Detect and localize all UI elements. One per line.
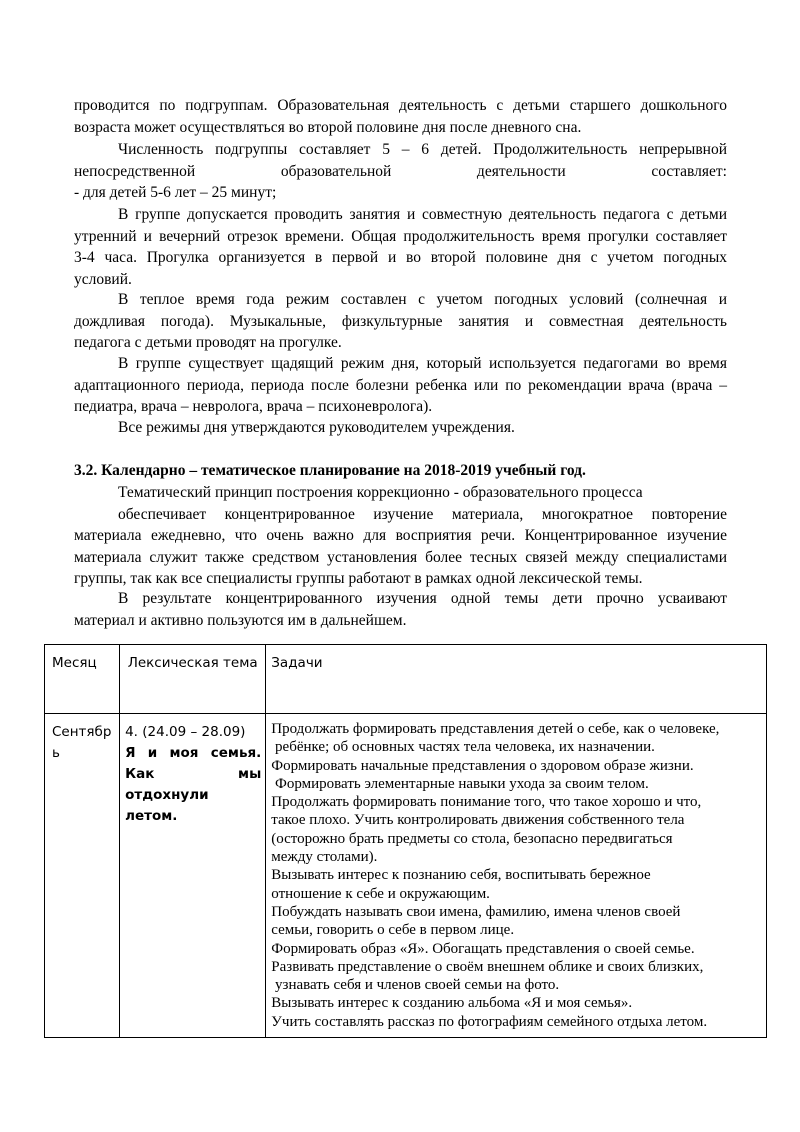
table-header-row	[45, 645, 767, 714]
text-line: 3-4 часа. Прогулка организуется в первой и во второй половине дня с учетом погодных	[74, 249, 727, 267]
paragraph-walk-duration	[74, 204, 727, 290]
text-line: проводится по подгруппам. Образовательная деятельность с детьми старшего дошкольного	[74, 97, 727, 114]
text-line: В группе существует щадящий режим дня, который используется педагогами во время	[118, 355, 727, 372]
text-line: Численность подгруппы составляет 5 – 6 детей. Продолжительность непрерывной	[118, 141, 727, 158]
paragraph-warm-season	[74, 289, 727, 354]
task-line: Вызывать интерес к познанию себя, воспитывать бережное	[271, 867, 651, 884]
header-tasks: Задачи	[266, 645, 767, 714]
text-line: В группе допускается проводить занятия и совместную деятельность педагога с детьми	[118, 206, 727, 223]
text-line: условий.	[74, 270, 132, 288]
task-line: Побуждать называть свои имена, фамилию, имена членов своей	[271, 903, 681, 920]
paragraph-gentle-regime	[74, 353, 727, 418]
text-line: педиатра, врача – невролога, врача – психоневролога).	[74, 398, 433, 416]
paragraph-thematic-principle	[74, 482, 727, 590]
task-line: Учить составлять рассказ по фотографиям семейного отдыха летом.	[271, 1013, 708, 1030]
paragraph-result	[74, 588, 727, 631]
task-line: Формировать начальные представления о здоровом образе жизни.	[271, 757, 694, 774]
cell-month: Сентябрь	[45, 714, 120, 1038]
task-line: такое плохо. Учить контролировать движения собственного тела	[271, 812, 685, 829]
text-line: адаптационного периода, периода после болезни ребенка или по рекомендации врача (врача –	[74, 376, 727, 394]
task-line: Вызывать интерес к созданию альбома «Я и моя семья».	[271, 995, 633, 1012]
section-heading: 3.2. Календарно – тематическое планирование на 2018-2019 учебный год.	[74, 462, 586, 479]
text-line: непосредственной образовательной деятельности составляет:	[74, 162, 727, 180]
task-line: между столами).	[271, 849, 378, 866]
text-line: Все режимы дня утверждаются руководителем учреждения.	[118, 419, 515, 436]
text-line: - для детей 5-6 лет – 25 минут;	[74, 184, 277, 202]
task-line: узнавать себя и членов своей семьи на фото.	[271, 977, 560, 994]
topic-title-line: Как мы	[125, 766, 262, 782]
text-line: материала служит также средством установления более тесных связей между специалистами	[74, 548, 727, 566]
task-line: Формировать образ «Я». Обогащать представления о своей семье.	[271, 940, 695, 957]
text-line: Тематический принцип построения коррекционно - образовательного процесса	[118, 484, 643, 501]
text-line: дождливая погода). Музыкальные, физкультурные занятия и совместная деятельность	[74, 312, 727, 330]
task-line: отношение к себе и окружающим.	[271, 885, 490, 902]
table-row	[45, 714, 767, 1038]
paragraph-subgroups	[74, 95, 727, 138]
topic-title-line: Я и моя семья.	[125, 745, 262, 761]
task-line: Продолжать формировать понимание того, что такое хорошо и что,	[271, 794, 702, 811]
header-month: Месяц	[45, 645, 120, 714]
paragraph-subgroup-size	[74, 139, 727, 204]
task-line: ребёнке; об основных частях тела человека, их назначении.	[271, 739, 655, 756]
paragraph-approval	[74, 417, 727, 439]
topic-title-line: летом.	[125, 808, 178, 824]
text-line: обеспечивает концентрированное изучение материала, многократное повторение	[118, 505, 727, 523]
task-line: Развивать представление о своём внешнем облике и своих близких,	[271, 958, 704, 975]
text-line: В теплое время года режим составлен с учетом погодных условий (солнечная и	[118, 291, 727, 308]
text-line: группы, так как все специалисты группы работают в рамках одной лексической темы.	[74, 570, 643, 588]
task-line: Продолжать формировать представления детей о себе, как о человеке,	[271, 721, 720, 737]
cell-tasks	[266, 714, 767, 1038]
task-line: (осторожно брать предметы со стола, безопасно передвигаться	[271, 830, 673, 847]
text-line: педагога с детьми проводят на прогулке.	[74, 334, 342, 352]
text-line: материал и активно пользуются им в дальнейшем.	[74, 611, 407, 629]
header-topic: Лексическая тема	[120, 645, 266, 714]
cell-topic	[120, 714, 266, 1038]
task-line: Формировать элементарные навыки ухода за своим телом.	[271, 775, 649, 792]
text-line: утренний и вечерний отрезок времени. Общая продолжительность время прогулки составляет	[74, 227, 727, 245]
text-line: материала ежедневно, что очень важно для восприятия речи. Концентрированное изучение	[74, 527, 727, 545]
task-line: семьи, говорить о себе в первом лице.	[271, 922, 515, 939]
text-line: В результате концентрированного изучения одной темы дети прочно усваивают	[118, 590, 727, 607]
planning-table	[44, 644, 767, 1038]
text-line: возраста может осуществляться во второй половине дня после дневного сна.	[74, 118, 582, 136]
topic-title-line: отдохнули	[125, 787, 209, 803]
topic-number: 4. (24.09 – 28.09)	[125, 724, 246, 740]
